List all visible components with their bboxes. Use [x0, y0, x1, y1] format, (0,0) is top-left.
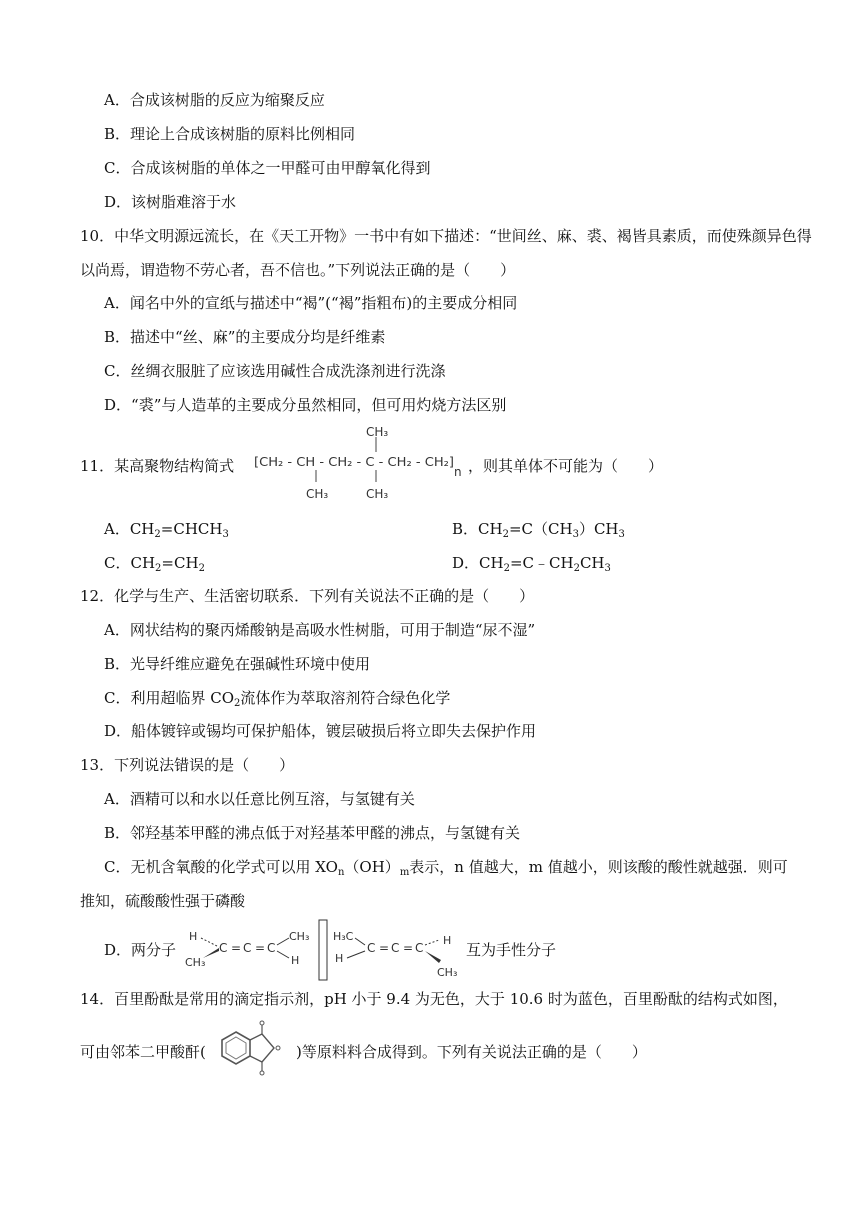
q11-formula-bottom1: CH₃	[306, 487, 329, 501]
svg-text:CH₃: CH₃	[289, 930, 310, 943]
svg-text:CH₃: CH₃	[437, 966, 458, 979]
q13-chiral-molecules	[183, 918, 465, 982]
q10-option-c: C．丝绸衣服脏了应该选用碱性合成洗涤剂进行洗涤	[104, 362, 446, 380]
svg-text:H₃C: H₃C	[333, 930, 354, 943]
svg-text:=: =	[231, 941, 242, 955]
svg-text:CH₃: CH₃	[185, 956, 206, 969]
q11-stem-pre: 11．某高聚物结构简式	[80, 457, 235, 475]
q10-option-b: B．描述中“丝、麻”的主要成分均是纤维素	[104, 328, 386, 346]
svg-text:H: H	[443, 934, 452, 947]
q13-option-d-post: 互为手性分子	[466, 941, 557, 959]
q11-option-d: D．$CH_2=C﹣CH_2CH_3$	[452, 554, 611, 574]
q12-option-c: C．利用超临界 $CO_2$流体作为萃取溶剂符合绿色化学	[104, 689, 451, 709]
q11-option-a: A．$CH_2=CHCH_3$	[104, 520, 229, 540]
svg-text:H: H	[291, 954, 300, 967]
q12-option-b: B．光导纤维应避免在强碱性环境中使用	[104, 655, 371, 673]
q13-option-d-pre: D．两分子	[104, 941, 177, 959]
q11-polymer-formula	[250, 422, 465, 504]
q13-option-b: B．邻羟基苯甲醛的沸点低于对羟基苯甲醛的沸点，与氢键有关	[104, 824, 521, 842]
q11-formula-bottom2: CH₃	[366, 487, 389, 501]
q9-option-d: D．该树脂难溶于水	[104, 193, 237, 211]
svg-text:C: C	[367, 941, 376, 955]
q11-stem-post: ，则其单体不可能为（ ）	[468, 457, 664, 475]
q9-option-a: A．合成该树脂的反应为缩聚反应	[104, 91, 325, 109]
svg-text:=: =	[379, 941, 390, 955]
q11-option-c: C．$CH_2=CH_2$	[104, 554, 205, 574]
q14-line2-pre: 可由邻苯二甲酸酐(	[80, 1043, 206, 1061]
svg-text:C: C	[391, 941, 400, 955]
svg-text:C: C	[219, 941, 228, 955]
q13-option-a: A．酒精可以和水以任意比例互溶，与氢键有关	[104, 790, 415, 808]
q11-formula-main: [CH₂ - CH - CH₂ - C - CH₂ - CH₂]	[254, 454, 454, 469]
q14-stem: 14．百里酚酞是常用的滴定指示剂，pH 小于 9.4 为无色，大于 10.6 时为蓝色，百里酚酞的结构式如图，	[80, 990, 788, 1008]
q12-stem: 12．化学与生产、生活密切联系．下列有关说法不正确的是（ ）	[80, 587, 535, 605]
svg-text:H: H	[189, 930, 198, 943]
svg-text:=: =	[255, 941, 266, 955]
svg-text:C: C	[267, 941, 276, 955]
q13-option-c: C．无机含氧酸的化学式可以用 $XO_n(OH)_m$表示，n 值越大，m 值越小，则该酸的酸性就越强．则可	[104, 858, 788, 878]
svg-text:C: C	[243, 941, 252, 955]
svg-text:C: C	[415, 941, 424, 955]
q10-stem: 10．中华文明源远流长，在《天工开物》一书中有如下描述：“世间丝、麻、裘、褐皆具素质，而使殊颜异色得以尚焉，谓造物不劳心者，吾不信也。”下列说法正确的是（ ）	[80, 227, 812, 279]
q13-option-c-line2: 推知，硫酸酸性强于磷酸	[80, 892, 246, 910]
q14-line2-post: )等原料料合成得到。下列有关说法正确的是（ ）	[296, 1043, 647, 1061]
q11-formula-top: CH₃	[366, 425, 389, 439]
q11-formula-n: n	[454, 465, 462, 479]
q13-stem: 13．下列说法错误的是（ ）	[80, 756, 295, 774]
q10-option-a: A．闻名中外的宣纸与描述中“褐”(“褐”指粗布)的主要成分相同	[104, 294, 518, 312]
svg-text:=: =	[403, 941, 414, 955]
q9-option-c: C．合成该树脂的单体之一甲醛可由甲醇氧化得到	[104, 159, 431, 177]
q12-option-a: A．网状结构的聚丙烯酸钠是高吸水性树脂，可用于制造“尿不湿”	[104, 621, 536, 639]
svg-text:H: H	[335, 952, 344, 965]
q10-option-d: D．“裘”与人造革的主要成分虽然相同，但可用灼烧方法区别	[104, 396, 507, 414]
phthalic-anhydride-structure	[218, 1018, 294, 1080]
q11-option-b: B．$CH_2=C(CH_3)CH_3$	[452, 520, 625, 540]
q9-option-b: B．理论上合成该树脂的原料比例相同	[104, 125, 356, 143]
q12-option-d: D．船体镀锌或锡均可保护船体，镀层破损后将立即失去保护作用	[104, 722, 537, 740]
